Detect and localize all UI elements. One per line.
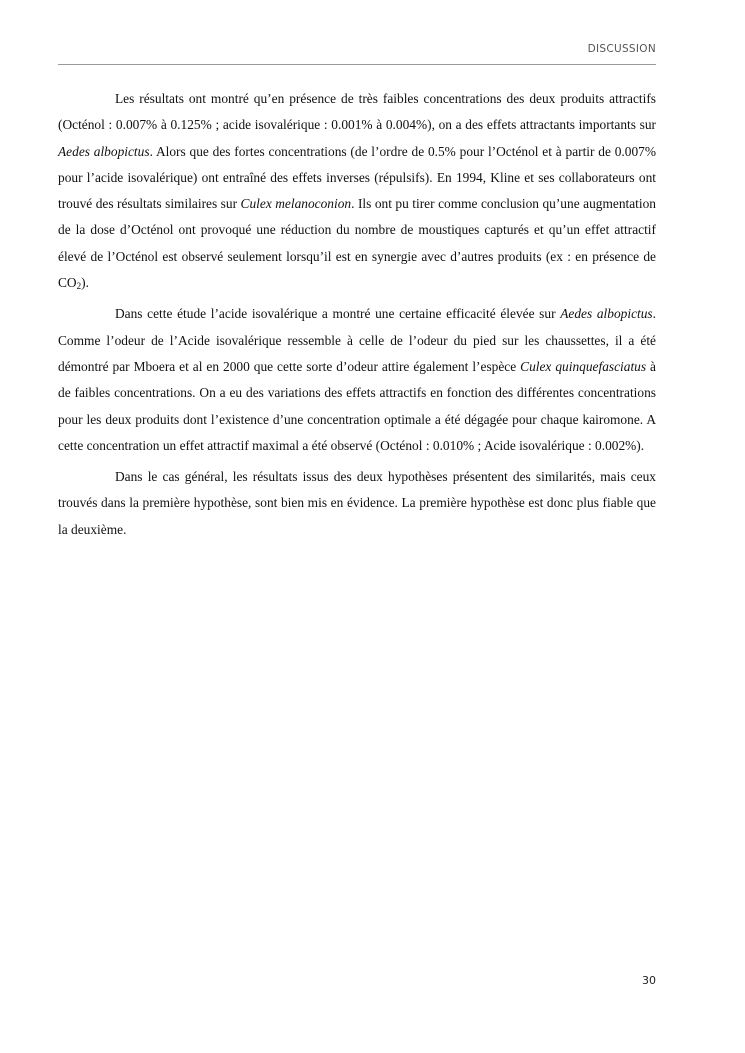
paragraph-2-text-c: à de faibles concentrations. On a eu des variations des effets attractifs en fonction des différentes concentrations pour les deux produits dont l’existence d’une concentration optimale a été dégagée pour chaque kairomone. A cette concentration un effet attractif maximal a été observé (Octénol : 0.010% ; Acide isovalérique : 0.002%). — [58, 358, 656, 453]
paragraph-1-text-c: . Ils ont pu tirer comme conclusion qu’une augmentation de la dose d’Octénol ont provoqué une réduction du nombre de moustiques capturés et qu’un effet attractif élevé de l’Octénol est observé seulement lorsqu’il est en synergie avec d’autres produits (ex : en présence de CO — [58, 196, 657, 291]
paragraph-1-text-a: Les résultats ont montré qu’en présence de très faibles concentrations des deux produits attractifs (Octénol : 0.007% à 0.125% ; acide isovalérique : 0.001% à 0.004%), on a des effets attractants importants sur — [58, 91, 656, 133]
paragraph-2-text-b: . Comme l’odeur de l’Acide isovalérique ressemble à celle de l’odeur du pied sur les chaussettes, il a été démontré par Mboera et al en 2000 que cette sorte d’odeur attire également l’espèce — [58, 306, 656, 374]
paragraph-2-text-a: Dans cette étude l’acide isovalérique a montré une certaine efficacité élevée sur — [115, 306, 561, 322]
co2-subscript: 2 — [76, 281, 82, 292]
paragraph-1-text-b: . Alors que des fortes concentrations (de l’ordre de 0.5% pour l’Octénol et à partir de 0.007% pour l’acide isovalérique) ont entraîné des effets inverses (répulsifs). En 1994, Kline et ses collaborateurs ont trouvé des résultats similaires sur — [58, 143, 656, 212]
species-aedes-albopictus-2: Aedes albopictus — [560, 306, 653, 322]
paragraph-3 — [58, 464, 656, 543]
paragraph-1-text-d: ). — [81, 275, 89, 291]
header-divider — [58, 64, 656, 65]
running-header: DISCUSSION — [587, 43, 656, 55]
species-culex-melanoconion: Culex melanoconion — [240, 196, 352, 212]
paragraph-1 — [58, 86, 656, 296]
paragraph-3-text: Dans le cas général, les résultats issus des deux hypothèses présentent des similarités, mais ceux trouvés dans la première hypothèse, sont bien mis en évidence. La première hypothèse est donc plus fiable que la deuxième. — [58, 469, 656, 537]
discussion-body — [58, 86, 656, 543]
species-aedes-albopictus: Aedes albopictus — [58, 143, 150, 159]
paragraph-2 — [58, 301, 656, 459]
page-number: 30 — [642, 974, 656, 987]
species-culex-quinquefasciatus: Culex quinquefasciatus — [520, 358, 647, 374]
